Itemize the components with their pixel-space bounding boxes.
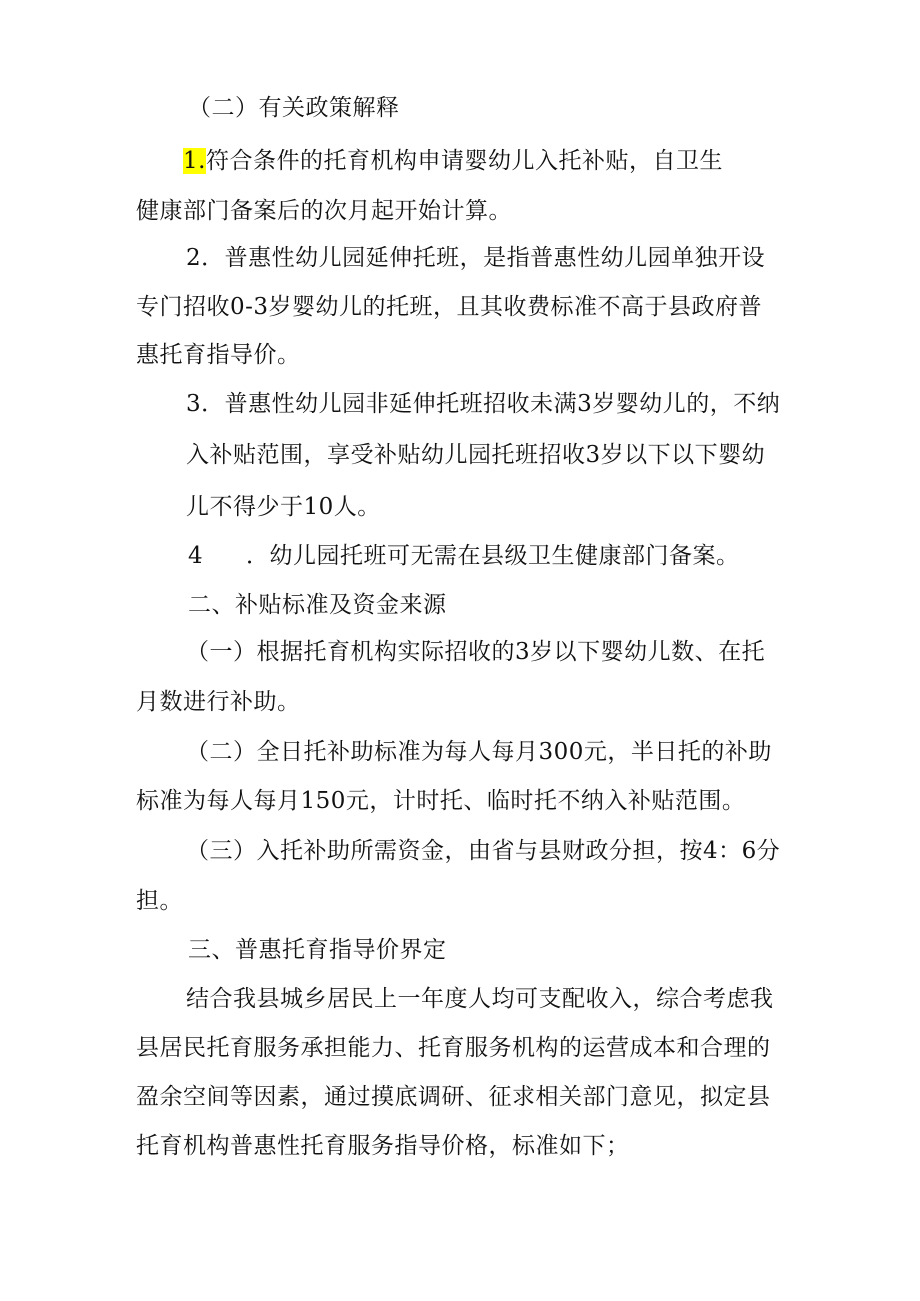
paragraph-line: 儿不得少于10人。 (186, 494, 381, 520)
paragraph-line: 县居民托育服务承担能力、托育服务机构的运营成本和合理的 (136, 1035, 771, 1061)
paragraph-line: 入补贴范围，享受补贴幼儿园托班招收3岁以下以下婴幼 (186, 442, 766, 468)
paragraph-line: 标准为每人每月150元，计时托、临时托不纳入补贴范围。 (136, 788, 746, 814)
paragraph-line: 健康部门备案后的次月起开始计算。 (136, 198, 512, 224)
paragraph-line: （二）全日托补助标准为每人每月300元，半日托的补助 (186, 739, 772, 765)
paragraph-line (183, 146, 723, 176)
paragraph-text: 符合条件的托育机构申请婴幼儿入托补贴，自卫生 (205, 148, 723, 174)
section-heading-subsidy-standard: 二、补贴标准及资金来源 (188, 592, 447, 618)
highlighted-item-number: 1. (183, 148, 206, 174)
section-heading-policy-explanation: （二）有关政策解释 (188, 95, 400, 121)
item-number: 4 (188, 543, 204, 569)
paragraph-line: ．幼儿园托班可无需在县级卫生健康部门备案。 (246, 543, 740, 569)
paragraph-line: 结合我县城乡居民上一年度人均可支配收入，综合考虑我 (186, 986, 774, 1012)
paragraph-line: （三）入托补助所需资金，由省与县财政分担，按4：6分 (186, 838, 781, 864)
paragraph-line: 担。 (136, 888, 183, 914)
paragraph-line: 托育机构普惠性托育服务指导价格，标准如下； (136, 1133, 630, 1159)
paragraph-line: （一）根据托育机构实际招收的3岁以下婴幼儿数、在托 (186, 639, 766, 665)
paragraph-line: 惠托育指导价。 (136, 342, 301, 368)
paragraph-line: 盈余空间等因素，通过摸底调研、征求相关部门意见，拟定县 (136, 1084, 771, 1110)
paragraph-line: 2．普惠性幼儿园延伸托班，是指普惠性幼儿园单独开设 (186, 245, 766, 271)
paragraph-line: 专门招收0-3岁婴幼儿的托班，且其收费标准不高于县政府普 (136, 294, 763, 320)
paragraph-line: 月数进行补助。 (136, 689, 301, 715)
paragraph-line: 3．普惠性幼儿园非延伸托班招收未满3岁婴幼儿的，不纳 (186, 391, 781, 417)
section-heading-price-definition: 三、普惠托育指导价界定 (188, 937, 447, 963)
